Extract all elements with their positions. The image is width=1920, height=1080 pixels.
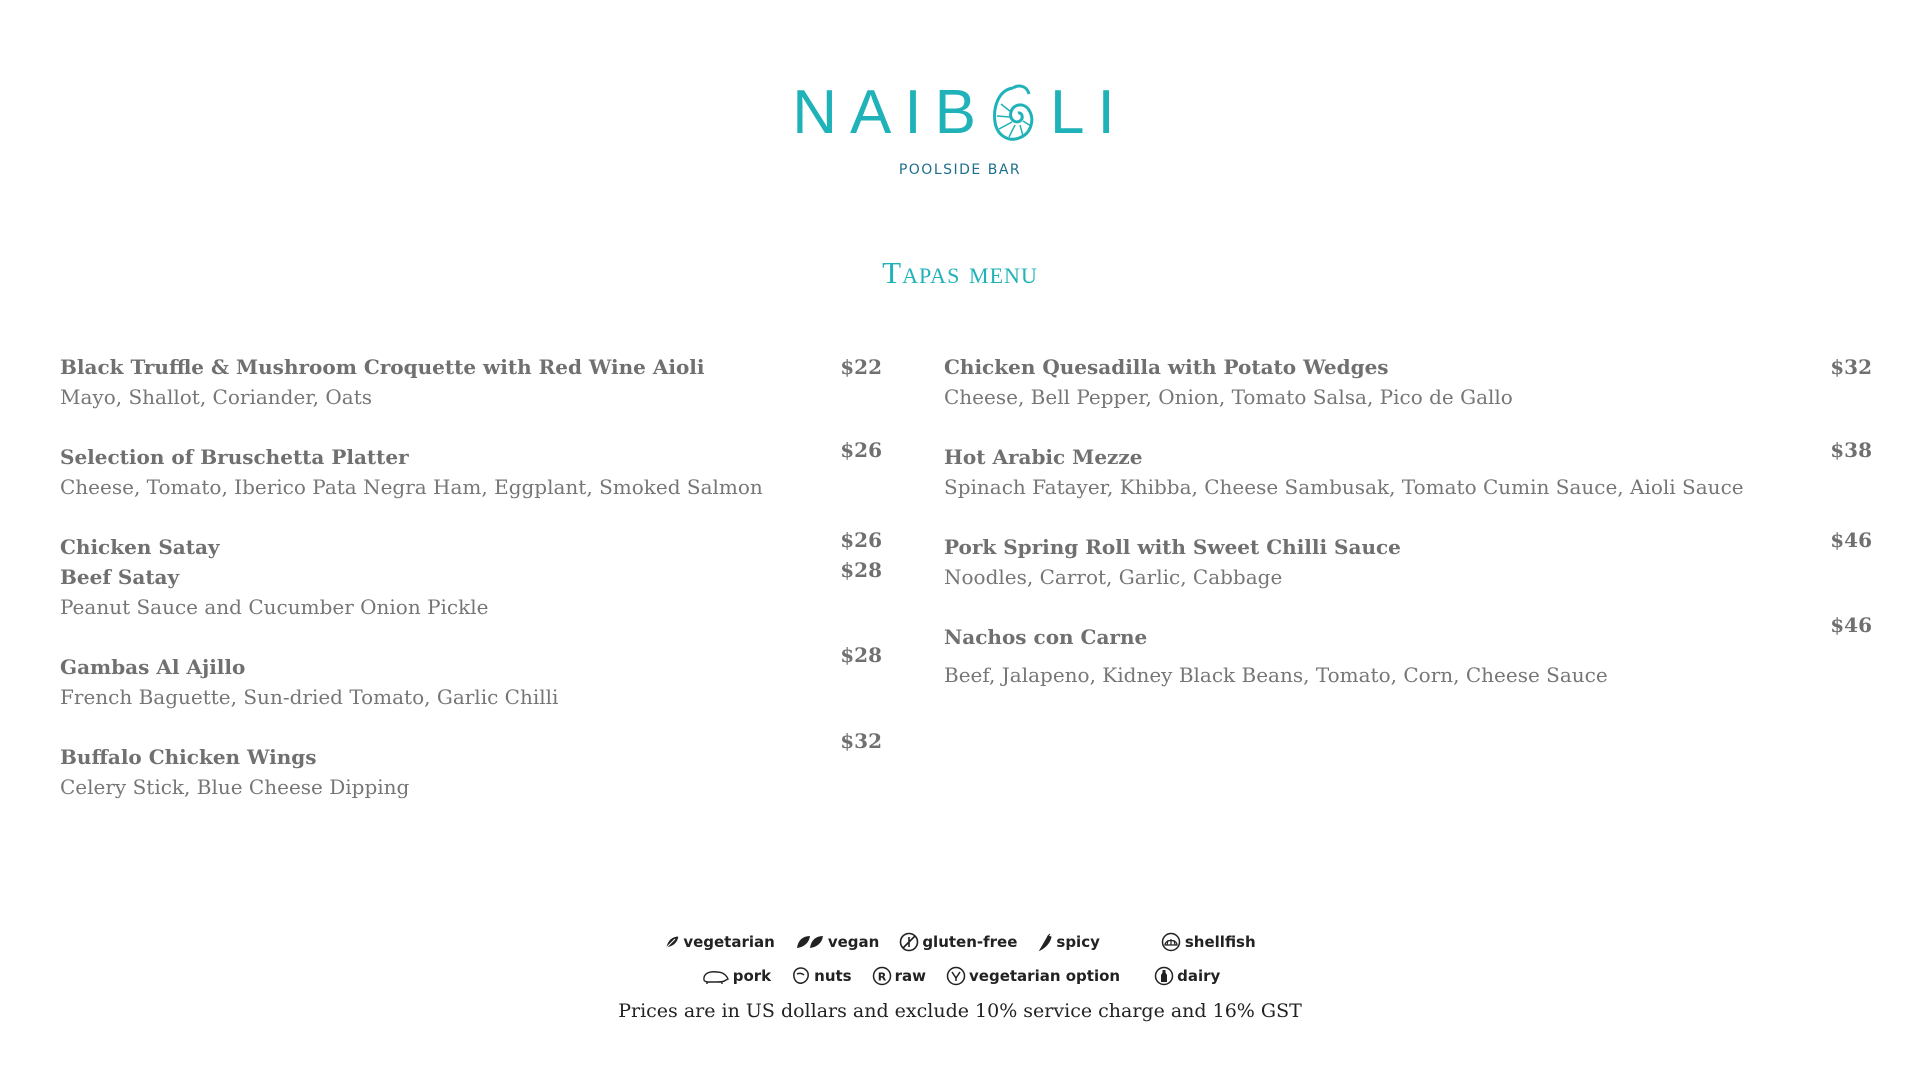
item-name: Selection of Bruschetta Platter [60,445,409,469]
legend-gluten-free [899,932,1017,952]
item-price: $46 [1830,528,1872,552]
legend-label: pork [732,967,772,985]
vegetarian-option-icon [946,966,966,986]
dietary-legend-row-2 [0,966,1920,986]
legend-label: vegetarian option [969,967,1121,985]
item-name: Black Truffle & Mushroom Croquette with Red Wine Aioli [60,355,705,379]
legend-shellfish [1160,932,1256,952]
item-description: Mayo, Shallot, Coriander, Oats [60,385,372,409]
legend-label: vegan [827,933,880,951]
pig-icon [700,968,730,984]
legend-label: nuts [814,967,852,985]
item-price-secondary: $28 [840,558,882,582]
double-leaf-icon [795,934,825,950]
item-price: $22 [840,355,882,379]
brand-logo [0,78,1920,178]
price-stack [840,525,882,585]
brand-subtitle: POOLSIDE BAR [898,162,1022,178]
legend-label: spicy [1056,933,1100,951]
legend-label: dairy [1177,967,1221,985]
menu-item [60,729,882,802]
brand-name-suffix: LI [1050,78,1128,147]
menu-item [60,528,882,622]
item-name: Buffalo Chicken Wings [60,745,317,769]
item-name: Nachos con Carne [944,625,1148,649]
menu-item [944,438,1872,502]
menu-item [60,352,882,412]
item-price: $32 [1830,355,1872,379]
legend-raw [872,966,926,986]
svg-text:R: R [877,970,886,984]
legend-nuts [791,966,851,986]
menu-column-right [944,352,1872,720]
legend-vegetarian-option [946,966,1120,986]
item-price: $26 [840,528,882,552]
brand-name-prefix: NAIB [792,78,989,147]
nautilus-shell-icon [989,82,1037,144]
legend-vegan [795,933,880,951]
item-description: Cheese, Bell Pepper, Onion, Tomato Salsa, Pico de Gallo [944,385,1513,409]
chili-pepper-icon [1037,933,1053,951]
item-name: Hot Arabic Mezze [944,445,1143,469]
item-price: $32 [840,729,882,753]
item-price: $26 [840,438,882,462]
item-description: Beef, Jalapeno, Kidney Black Beans, Tomato, Corn, Cheese Sauce [944,663,1608,687]
item-description: Cheese, Tomato, Iberico Pata Negra Ham, Eggplant, Smoked Salmon [60,475,763,499]
price-footnote: Prices are in US dollars and exclude 10% service charge and 16% GST [618,1000,1302,1022]
nut-icon [791,966,811,986]
legend-label: shellfish [1184,933,1256,951]
item-name: Pork Spring Roll with Sweet Chilli Sauce [944,535,1401,559]
item-description: Spinach Fatayer, Khibba, Cheese Sambusak, Tomato Cumin Sauce, Aioli Sauce [944,475,1744,499]
item-name: Gambas Al Ajillo [60,655,246,679]
item-description: Peanut Sauce and Cucumber Onion Pickle [60,595,489,619]
item-description: French Baguette, Sun-dried Tomato, Garlic Chilli [60,685,559,709]
menu-item [60,643,882,712]
legend-label: gluten-free [922,933,1018,951]
leaf-icon [664,934,680,950]
item-name: Chicken Satay [60,535,220,559]
legend-dairy [1154,966,1220,986]
menu-item [944,528,1872,592]
menu-item [944,613,1872,690]
menu-title: Tapas menu [882,255,1038,290]
legend-spicy [1037,933,1099,951]
legend-vegetarian [664,933,775,951]
raw-r-icon [872,966,892,986]
menu-column-left [60,352,882,832]
dietary-legend-row-1 [0,932,1920,952]
brand-wordmark [792,78,1128,147]
item-description: Celery Stick, Blue Cheese Dipping [60,775,410,799]
legend-pork [700,967,771,985]
milk-bottle-icon [1154,966,1174,986]
menu-item [944,352,1872,412]
item-price: $28 [840,643,882,667]
item-name-secondary: Beef Satay [60,565,180,589]
shell-icon [1160,932,1182,952]
legend-label: vegetarian [683,933,775,951]
menu-item [60,438,882,502]
item-description: Noodles, Carrot, Garlic, Cabbage [944,565,1283,589]
item-name: Chicken Quesadilla with Potato Wedges [944,355,1389,379]
item-price: $38 [1830,438,1872,462]
no-wheat-icon [899,932,919,952]
legend-label: raw [894,967,927,985]
item-price: $46 [1830,613,1872,637]
